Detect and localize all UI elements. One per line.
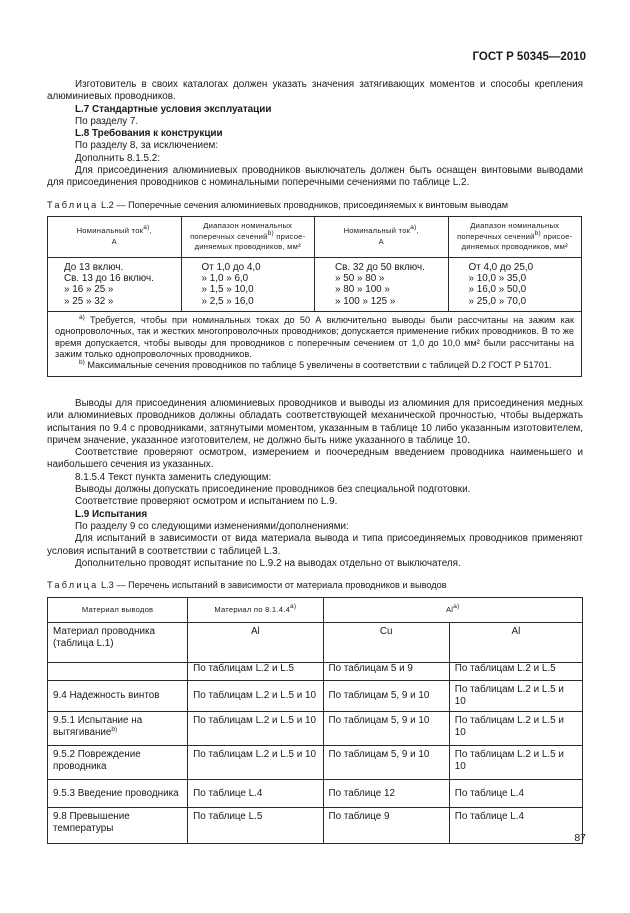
- table-l2: [47, 216, 582, 377]
- paragraph: Дополнительно проводят испытание по L.9.2 на выводах отдельно от выключателя.: [75, 557, 461, 569]
- table-row: [48, 663, 583, 681]
- column-header: Al$^{a)}$: [323, 598, 583, 623]
- table-body-row: [48, 258, 582, 312]
- table-caption: [47, 200, 587, 210]
- column-header: Материал выводов: [48, 598, 188, 623]
- paragraph: Дополнить 8.1.5.2:: [75, 152, 160, 164]
- table-caption-prefix: Таблица: [47, 580, 99, 590]
- table-cell: По таблице 12: [323, 780, 449, 808]
- table-row: [48, 808, 583, 844]
- paragraph: Соответствие проверяют осмотром, измерением и поочередным введением проводника наименьшего и наибольшего сечения из указанных.: [47, 447, 583, 471]
- table-cell: По таблицам L.2 и L.5 и 10: [449, 712, 582, 746]
- test-name: 9.5.1 Испытание на вытягивание$^{b)}$: [48, 712, 188, 746]
- standard-number: ГОСТ Р 50345—2010: [472, 51, 586, 63]
- table-cell: По таблицам 5, 9 и 10: [323, 746, 449, 780]
- range-cell: От 1,0 до 4,0 » 1,0 » 6,0 » 1,5 » 10,0 » 2,5 » 16,0: [181, 258, 315, 312]
- column-header: Номинальный ток$^{a)}$, А: [315, 217, 449, 258]
- table-cell: По таблице 9: [323, 808, 449, 844]
- page-number: 87: [574, 832, 586, 844]
- column-header: Номинальный ток$^{a)}$, А: [48, 217, 182, 258]
- table-row: [48, 623, 583, 663]
- paragraph: Соответствие проверяют осмотром и испытанием по L.9.: [75, 496, 338, 508]
- table-cell: По таблицам 5 и 9: [323, 663, 449, 681]
- footnotes-cell: [48, 311, 582, 376]
- table-cell: По таблицам L.2 и L.5: [449, 663, 582, 681]
- table-cell: По таблицам L.2 и L.5 и 10: [449, 746, 582, 780]
- conductor-material: Cu: [323, 623, 449, 663]
- table-caption: [47, 580, 587, 590]
- table-cell: По таблицам 5, 9 и 10: [323, 681, 449, 712]
- table-l3: [47, 597, 583, 844]
- table-cell: По таблице L.5: [188, 808, 323, 844]
- test-name: 9.4 Надежность винтов: [48, 681, 188, 712]
- table-cell: По таблице L.4: [449, 780, 582, 808]
- paragraph: По разделу 8, за исключением:: [75, 140, 219, 152]
- table-cell: По таблице L.4: [449, 808, 582, 844]
- table-row: [48, 746, 583, 780]
- current-cell: Св. 32 до 50 включ. » 50 » 80 » » 80 » 100 » » 100 » 125 »: [315, 258, 449, 312]
- table-cell: По таблицам L.2 и L.5 и 10: [188, 746, 323, 780]
- paragraph: Изготовитель в своих каталогах должен указать значения затягивающих моментов и способы крепления алюминиевых проводников.: [47, 79, 583, 103]
- paragraph: По разделу 9 со следующими изменениями/дополнениями:: [75, 520, 349, 532]
- footnote-b: $^{b)}$ Максимальные сечения проводников по таблице 5 увеличены в соответствии с таблицей D.2 ГОСТ Р 51701.: [79, 359, 552, 371]
- test-name: 9.5.2 Повреждение проводника: [48, 746, 188, 780]
- table-caption-text: L.2 — Поперечные сечения алюминиевых проводников, присоединяемых к винтовым выводам: [101, 200, 509, 210]
- table-cell: По таблицам L.2 и L.5: [188, 663, 323, 681]
- table-row: [48, 681, 583, 712]
- paragraph: Выводы для присоединения алюминиевых проводников и выводы из алюминия для присоединения медных или алюминиевых проводников должны обладать соответствующей механической прочностью, чтобы выдержать испытания по 9.4 с проводниками, затянутыми моментом, указанным в таблице 10 либо указанным изготовителем, причем значение, указанное изготовителем, не должно быть ниже указанного в таблице 10.: [47, 398, 583, 446]
- column-header: Материал по 8.1.4.4$^{a)}$: [188, 598, 323, 623]
- row-label: Материал проводника (таблица L.1): [48, 623, 188, 663]
- footnote-a: $^{a)}$ Требуется, чтобы при номинальных токах до 50 А включительно выводы были рассчитаны на зажим как однопроволочных, так и жестких многопроволочных проводников; допускается применение гибких проводников. В то же время допускается, чтобы выводы для проводников с поперечным сечением от 1,0 до 10,0 мм² были рассчитаны на зажим только однопроволочных проводников.: [55, 313, 574, 360]
- paragraph: 8.1.5.4 Текст пункта заменить следующим:: [75, 471, 272, 483]
- paragraph: Выводы должны допускать присоединение проводников без специальной подготовки.: [75, 484, 471, 496]
- test-name: 9.8 Превышение температуры: [48, 808, 188, 844]
- table-cell: По таблицам 5, 9 и 10: [323, 712, 449, 746]
- table-cell: По таблицам L.2 и L.5 и 10: [449, 681, 582, 712]
- section-heading: L.9 Испытания: [75, 508, 148, 520]
- section-heading: L.8 Требования к конструкции: [75, 128, 223, 140]
- middle-section: [47, 398, 583, 570]
- column-header: Диапазон номинальных поперечных сечений$^{b)}$ присое- диняемых проводников, мм²: [181, 217, 315, 258]
- current-cell: До 13 включ. Св. 13 до 16 включ. » 16 » 25 » » 25 » 32 »: [48, 258, 182, 312]
- table-caption-prefix: Таблица: [47, 200, 99, 210]
- table-caption-text: L.3 — Перечень испытаний в зависимости от материала проводников и выводов: [101, 580, 447, 590]
- conductor-material: Al: [449, 623, 582, 663]
- table-cell: По таблице L.4: [188, 780, 323, 808]
- intro-section: [47, 79, 583, 190]
- test-name: 9.5.3 Введение проводника: [48, 780, 188, 808]
- paragraph: По разделу 7.: [75, 115, 139, 127]
- table-row: [48, 780, 583, 808]
- table-header-row: [48, 598, 583, 623]
- section-heading: L.7 Стандартные условия эксплуатации: [75, 103, 272, 115]
- column-header: Диапазон номинальных поперечных сечений$^{b)}$ присое- диняемых проводников, мм²: [448, 217, 582, 258]
- test-name: [48, 663, 188, 681]
- range-cell: От 4,0 до 25,0 » 10,0 » 35,0 » 16,0 » 50,0 » 25,0 » 70,0: [448, 258, 582, 312]
- table-cell: По таблицам L.2 и L.5 и 10: [188, 712, 323, 746]
- paragraph: Для присоединения алюминиевых проводников выключатель должен быть оснащен винтовыми выводами для присоединения проводников с номинальными поперечными сечениями по таблице L.2.: [47, 165, 583, 189]
- table-footnotes: [48, 311, 582, 376]
- conductor-material: Al: [188, 623, 323, 663]
- paragraph: Для испытаний в зависимости от вида материала вывода и типа присоединяемых проводников применяют условия испытаний в соответствии с таблицей L.3.: [47, 533, 583, 557]
- table-cell: По таблицам L.2 и L.5 и 10: [188, 681, 323, 712]
- table-row: [48, 712, 583, 746]
- table-header-row: [48, 217, 582, 258]
